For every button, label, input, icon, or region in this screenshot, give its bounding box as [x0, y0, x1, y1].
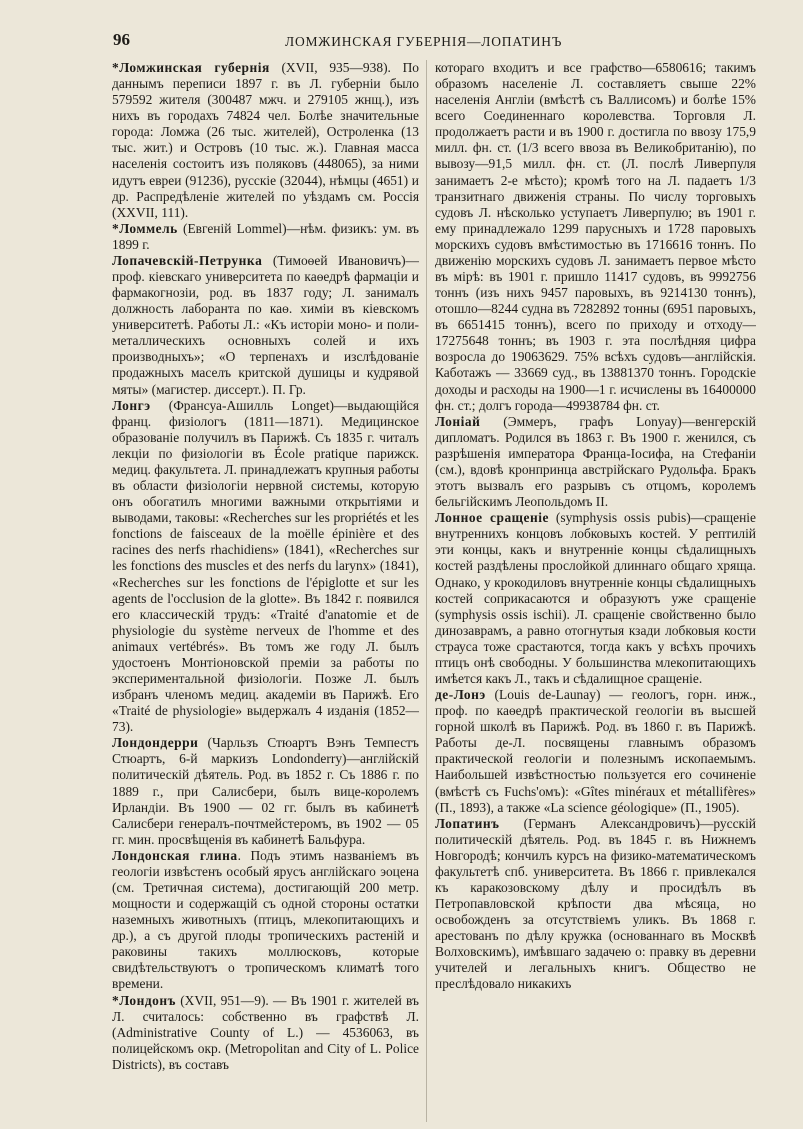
entry-text: (Тимоѳей Ивановичъ)—проф. кіевскаго университета по каѳедрѣ фармаціи и фармакогнозіи, род. въ 1837 году; Л. занималъ должность лаборанта по каѳ. химіи въ кіевскомъ университетѣ. Работы Л.: «Къ исторіи моно- и поли-металлическихъ основныхъ солей и ихъ производныхъ»; «О терпенахъ и изслѣдованіе продажныхъ маселъ критской душицы и кудрявой мяты» (магистер. диссерт.). П. Гр.: [112, 252, 419, 397]
entry-text: (Германъ Александровичъ)—русскій политическій дѣятель. Род. въ 1845 г. въ Нижнемъ Новгородѣ; кончилъ курсъ на физико-математическомъ факультетѣ спб. университета. Въ 1866 г. привлекался къ каракозовскому дѣлу и просидѣлъ въ Петропавловской крѣпости два мѣсяца, но освобожденъ за отсутствіемъ уликъ. Въ 1868 г. арестованъ по дѣлу кружка (основаннаго въ Москвѣ Волховскимъ), имѣвшаго задачею о: правку въ деревни учителей и легальныхъ книгъ. Общество не преслѣдовало никакихъ: [435, 815, 756, 992]
entry-headword: Лондонская глина: [112, 847, 238, 863]
entry-text: (Чарльзъ Стюартъ Вэнъ Темпестъ Стюартъ, 6-й маркизъ Londonderry)—англійскій политическій дѣятель. Род. въ 1852 г. Съ 1886 г. по 1889 г., при Салисбери, былъ вице-королемъ Ирландіи. Въ 1900 — 02 гг. былъ въ кабинетѣ Салисбери генералъ-почтмейстеромъ, въ 1902 — 05 гг. мин. просвѣщенія въ кабинетѣ Бальфура.: [112, 735, 419, 847]
entry-text: (Евгеній Lommel)—нѣм. физикъ: ум. въ 1899 г.: [112, 220, 419, 252]
entry-headword: *Лондонъ: [112, 992, 176, 1008]
entry: [112, 60, 419, 221]
entry: [435, 510, 756, 687]
entry: [435, 687, 756, 816]
entry-text: . Подъ этимъ названіемъ въ геологіи извѣстенъ особый ярусъ англійскаго эоцена (см. Третичная система), достигающій 200 метр. мощности и содержащій съ одной стороны остатки наземныхъ животныхъ (птицъ, млекопитающихъ и др.), а съ другой плоды тропическихъ растеній и раковины такихъ моллюсковъ, которые свидѣтельствуютъ о тропическомъ климатѣ того времени.: [112, 847, 419, 992]
entry: [435, 816, 756, 993]
entry: [112, 253, 419, 398]
entry-headword: де-Лонэ: [435, 687, 486, 703]
entry-headword: Лопатинъ: [435, 815, 500, 831]
entry-headword: Лопачевскій-Петрункa: [112, 252, 263, 268]
entry-headword: Лоніай: [435, 413, 481, 429]
page-number: 96: [113, 30, 130, 49]
entry: [112, 398, 419, 736]
entry-text: (Louis de-Launay) — геологъ, горн. инж., проф. по каѳедрѣ практической геологіи въ высшей горной школѣ въ Парижѣ. Род. въ 1860 г. въ Парижѣ. Работы де-Л. посвящены главнымъ образомъ практической геологіи и полезнымъ ископаемымъ. Наибольшей извѣстностью пользуется его сочиненіе (вмѣстѣ съ Fuchs'омъ): «Gîtes minéraux et métallifères» (П., 1893), а также «La science géologique» (П., 1905).: [435, 687, 756, 815]
running-head: ЛОМЖИНСКАЯ ГУБЕРНІЯ—ЛОПАТИНЪ: [285, 34, 563, 49]
entry-text: (Франсуа-Ашилль Longet)—выдающійся франц. физіологъ (1811—1871). Медицинское образованіе получилъ въ Парижѣ. Съ 1835 г. читалъ лекціи по физіологіи въ École pratique парижск. медиц. факультета. Л. принадлежатъ крупныя работы въ области физіологіи нервной системы, которую онъ обогатилъ многими важными открытіями и выводами, таковы: «Recherches sur les propriétés et les fonctions de faisceaux de la moëlle épinière et des racines des nerfs rhachidiens» (1841), «Recherches sur les fonctions des muscles et des nerfs du larynx» (1841), «Recherches sur les fonctions de l'épiglotte et sur les agents de l'occlusion de la glotte». Въ 1842 г. появился его классическій трудъ: «Traité d'anatomie et de physiologie du système nerveux de l'homme et des animaux vertébrés». Въ томъ же году Л. былъ удостоенъ Монтіоновской преміи за работы по экспериментальной физіологіи. Позже Л. былъ избранъ членомъ медиц. академіи въ Парижѣ. Его «Traité de physiologie» выдержалъ 4 изданія (1852—73).: [112, 397, 419, 735]
entry-text: (XVII, 935—938). По даннымъ переписи 1897 г. въ Л. губерніи было 579592 жителя (300487 мжч. и 279105 жнщ.), изъ нихъ въ городахъ 74824 чел. Болѣе значительные города: Ломжа (26 тыс. жителей), Остроленка (13 тыс. жит.) и Островъ (10 тыс. ж.). Главная масса населенія состоитъ изъ поляковъ (448065), за ними идутъ евреи (91236), русскіе (32044), нѣмцы (4651) и др. Распредѣленіе жителей по уѣздамъ см. Россія (XXVII, 111).: [112, 60, 419, 220]
entry: [112, 221, 419, 253]
entry-headword: Лонгэ: [112, 397, 151, 413]
left-column: [112, 60, 419, 1119]
entry-headword: Лонное сращеніе: [435, 510, 549, 526]
entry-headword: *Ломмель: [112, 220, 178, 236]
entry-continuation: [435, 60, 756, 414]
entry-text: (symphysis ossis pubis)—сращеніе внутреннихъ концовъ лобковыхъ костей. У рептилій эти концы, какъ и внутренніе концы сѣдалищныхъ костей раздѣлены прослойкой длиннаго общаго хряща. Однако, у крокодиловъ внутренніе концы сѣдалищныхъ костей соприкасаются и образуютъ уже сращеніе (symphysis ossis ischii). Л. сращеніе свойственно было динозаврамъ, а равно отогнутыя кзади лобковыя кости страуса тоже срастаются, тогда какъ у всѣхъ прочихъ птицъ онѣ свободны. У большинства млекопитающихъ имѣется какъ Л., такъ и сѣдалищное сращеніе.: [435, 510, 756, 686]
entry-text: (Эммеръ, графъ Lonyay)—венгерскій дипломатъ. Родился въ 1863 г. Въ 1900 г. женился, съ разрѣшенія императора Франца-Іосифа, на Стефаніи (см.), вдовѣ кронпринца австрійскаго Рудольфа. Бракъ этотъ вызвалъ его разрывъ съ отцомъ, королемъ бельгійскимъ Леопольдомъ II.: [435, 413, 756, 510]
entry: [435, 414, 756, 510]
entry-headword: Лондондерри: [112, 735, 199, 751]
entry: [112, 735, 419, 848]
entry-headword: *Ломжинская губернія: [112, 60, 270, 75]
page-header: [0, 26, 803, 56]
column-divider: [426, 60, 427, 1122]
entry-text: котораго входитъ и все графство—6580616; такимъ образомъ населеніе Л. составляетъ свыше 22% населенія Англіи (вмѣстѣ съ Валлисомъ) и болѣе 15% всего Соединеннаго королевства. Торговля Л. продолжаетъ расти и въ 1900 г. достигла по ввозу 175,9 милл. фн. ст. (1/3 всего ввоза въ Великобританію), по вывозу—91,5 милл. фн. ст. (Л. послѣ Ливерпуля занимаетъ 2-е мѣсто); кромѣ того на Л. падаетъ 1/3 транзитнаго движенія страны. По числу торговыхъ судовъ Л. нѣсколько уступаетъ Ливерпулю; въ 1901 г. ему принадлежало 1299 парусныхъ и 1728 паровыхъ морскихъ судовъ вмѣстимостью въ 1716616 тоннъ. По движенію морскихъ судовъ Л. занимаетъ первое мѣсто въ мірѣ: въ 1901 г. пришло 11417 судовъ, въ 9992756 тоннъ (изъ нихъ 9457 паровыхъ, въ 9214130 тоннъ), отошло—8244 судна въ 7282892 тонны (6951 паровыхъ, въ 6651415 тоннъ), всего по приходу и отходу—17275648 тоннъ; въ 1903 г. эта послѣдняя цифра возросла до 19063629. 75% всѣхъ судовъ—англійскія. Каботажъ — 33669 суд., въ 13881370 тоннъ. Городскіе доходы и расходы на 1900—1 г. исчислены въ 16400000 фн. ст.; долгъ города—49938784 фн. ст.: [435, 60, 756, 413]
entry: [112, 848, 419, 993]
entry: [112, 993, 419, 1073]
right-column: [435, 60, 756, 1119]
entry-text: (XVII, 951—9). — Въ 1901 г. жителей въ Л. считалось: собственно въ графствѣ Л. (Administrative County of L.) — 4536063, въ полицейскомъ окр. (Metropolitan and City of L. Police Districts), въ составъ: [112, 992, 419, 1072]
